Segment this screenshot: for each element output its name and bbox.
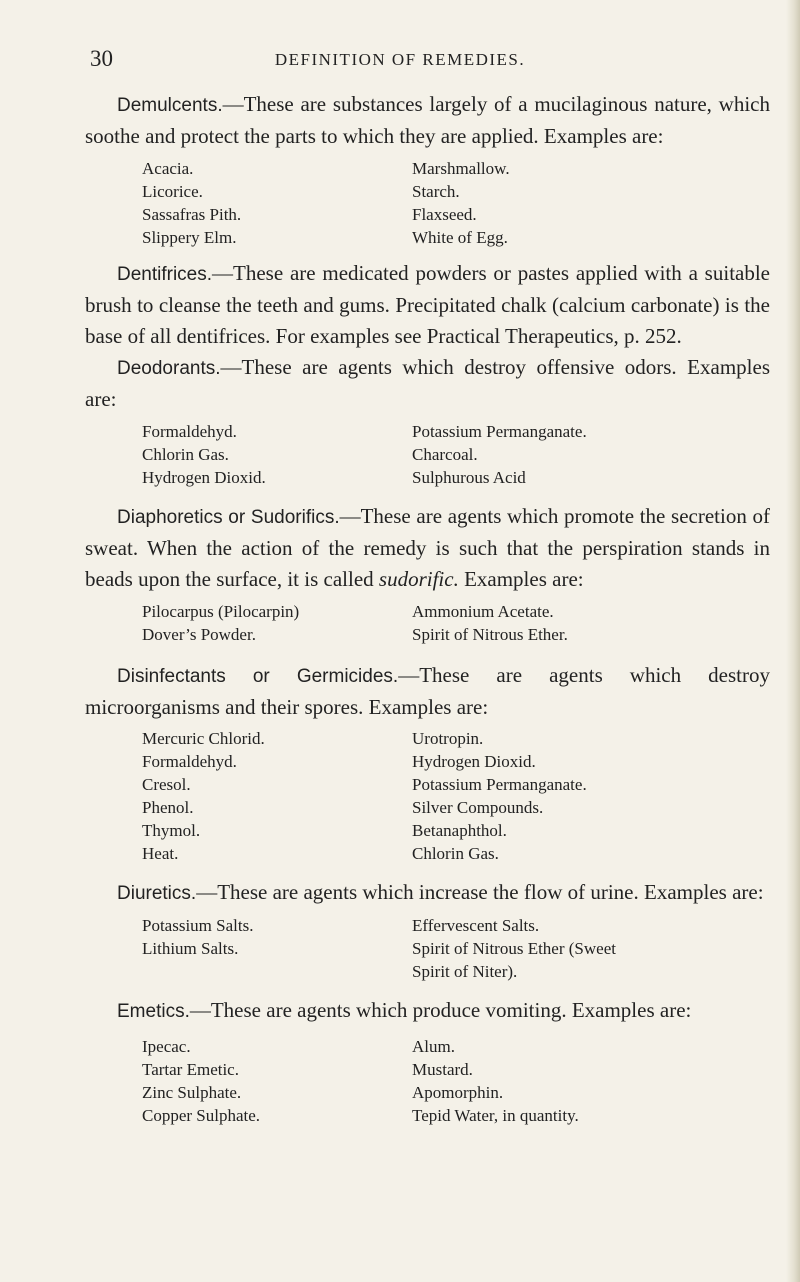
running-head: DEFINITION OF REMEDIES. xyxy=(274,50,526,69)
examples-list xyxy=(85,914,770,983)
example-item: Silver Compounds. xyxy=(412,798,544,817)
example-item: Potassium Permanganate. xyxy=(412,422,587,441)
example-item: Marshmallow. xyxy=(412,159,510,178)
entry-demulcents xyxy=(85,89,770,249)
entry-text: —These are agents which destroy offensive odors. Examples are: xyxy=(85,355,770,411)
example-item: Slippery Elm. xyxy=(142,228,237,247)
example-item: Acacia. xyxy=(142,159,194,178)
example-item: Charcoal. xyxy=(412,445,478,464)
example-item: Phenol. xyxy=(142,798,194,817)
entry-term: Emetics. xyxy=(117,1001,190,1022)
entry-emetics xyxy=(85,995,770,1127)
example-item: Mustard. xyxy=(412,1060,473,1079)
example-item: Chlorin Gas. xyxy=(142,445,229,464)
example-item: Formaldehyd. xyxy=(142,422,237,441)
entry-text: —These are agents which increase the flow of urine. Examples are: xyxy=(196,880,764,904)
entry-disinfectants xyxy=(85,660,770,865)
examples-col-right xyxy=(412,157,672,249)
entry-paragraph xyxy=(85,501,770,595)
entry-term: Disinfectants or Germicides. xyxy=(117,666,399,687)
example-item: Potassium Permanganate. xyxy=(412,775,587,794)
example-item: Urotropin. xyxy=(412,729,484,748)
examples-col-right xyxy=(412,914,672,983)
example-item: Spirit of Niter). xyxy=(412,962,518,981)
example-item: Chlorin Gas. xyxy=(412,844,499,863)
entry-paragraph xyxy=(85,258,770,352)
examples-col-left xyxy=(142,1035,412,1127)
entry-term: Demulcents. xyxy=(117,95,223,116)
entry-paragraph xyxy=(85,995,770,1027)
entry-text-after: Examples are: xyxy=(458,567,584,591)
examples-col-left xyxy=(142,157,412,249)
example-item: Sulphurous Acid xyxy=(412,468,526,487)
example-item: Alum. xyxy=(412,1037,455,1056)
entry-text: —These are substances largely of a mucilaginous nature, which soothe and protect the parts to which they are applied. Examples are: xyxy=(85,92,770,148)
example-item: Betanaphthol. xyxy=(412,821,507,840)
example-item: Thymol. xyxy=(142,821,201,840)
example-item: Ipecac. xyxy=(142,1037,191,1056)
example-item: Effervescent Salts. xyxy=(412,916,540,935)
entry-term: Diuretics. xyxy=(117,883,197,904)
example-item: Spirit of Nitrous Ether. xyxy=(412,625,568,644)
entry-diuretics xyxy=(85,877,770,983)
entry-paragraph xyxy=(85,877,770,909)
examples-col-right xyxy=(412,420,672,489)
example-item: Pilocarpus (Pilocarpin) xyxy=(142,602,300,621)
examples-col-right xyxy=(412,727,672,865)
examples-col-left xyxy=(142,914,412,983)
examples-col-right xyxy=(412,1035,672,1127)
page-body xyxy=(85,89,770,1127)
examples-list xyxy=(85,157,770,249)
example-item: Sassafras Pith. xyxy=(142,205,242,224)
example-item: Tartar Emetic. xyxy=(142,1060,239,1079)
entry-term: Dentifrices. xyxy=(117,264,213,285)
example-item: Tepid Water, in quantity. xyxy=(412,1106,579,1125)
entry-text: —These are medicated powders or pastes applied with a suitable brush to cleanse the teeth and gums. Precipitated chalk (calcium carbonate) is the base of all dentifrices. For examples see Practical Therapeutics, p. 252. xyxy=(85,261,770,348)
example-item: Hydrogen Dioxid. xyxy=(142,468,266,487)
entry-text: —These are agents which promote the secretion of sweat. When the action of the remedy is such that the perspiration stands in beads upon the surface, it is called xyxy=(85,504,770,591)
example-item: Mercuric Chlorid. xyxy=(142,729,265,748)
example-item: Copper Sulphate. xyxy=(142,1106,261,1125)
examples-list xyxy=(85,600,770,646)
example-item: Ammonium Acetate. xyxy=(412,602,554,621)
entry-text: —These are agents which produce vomiting. Examples are: xyxy=(189,998,692,1022)
entry-deodorants xyxy=(85,352,770,489)
example-item: Licorice. xyxy=(142,182,203,201)
example-item: Lithium Salts. xyxy=(142,939,239,958)
examples-col-left xyxy=(142,727,412,865)
example-item: White of Egg. xyxy=(412,228,508,247)
example-item: Flaxseed. xyxy=(412,205,477,224)
entry-diaphoretics xyxy=(85,501,770,646)
example-item: Zinc Sulphate. xyxy=(142,1083,242,1102)
example-item: Apomorphin. xyxy=(412,1083,504,1102)
examples-col-right xyxy=(412,600,672,646)
examples-list xyxy=(85,727,770,865)
entry-dentifrices xyxy=(85,258,770,352)
examples-col-left xyxy=(142,600,412,646)
entry-term: Deodorants. xyxy=(117,358,221,379)
entry-paragraph xyxy=(85,660,770,723)
examples-col-left xyxy=(142,420,412,489)
example-item: Formaldehyd. xyxy=(142,752,237,771)
entry-paragraph xyxy=(85,89,770,152)
page-number: 30 xyxy=(90,46,113,71)
example-item: Potassium Salts. xyxy=(142,916,254,935)
entry-term: Diaphoretics or Sudorifics. xyxy=(117,507,340,528)
examples-list xyxy=(85,420,770,489)
examples-list xyxy=(85,1035,770,1127)
example-item: Spirit of Nitrous Ether (Sweet xyxy=(412,939,616,958)
example-item: Cresol. xyxy=(142,775,191,794)
page-header xyxy=(0,46,800,76)
entry-italic-term: sudorific. xyxy=(378,567,459,591)
entry-paragraph xyxy=(85,352,770,415)
example-item: Heat. xyxy=(142,844,179,863)
example-item: Hydrogen Dioxid. xyxy=(412,752,536,771)
entry-text: —These are agents which destroy microorganisms and their spores. Examples are: xyxy=(85,663,770,719)
example-item: Starch. xyxy=(412,182,460,201)
example-item: Dover’s Powder. xyxy=(142,625,256,644)
page-edge-shadow xyxy=(786,0,800,1282)
